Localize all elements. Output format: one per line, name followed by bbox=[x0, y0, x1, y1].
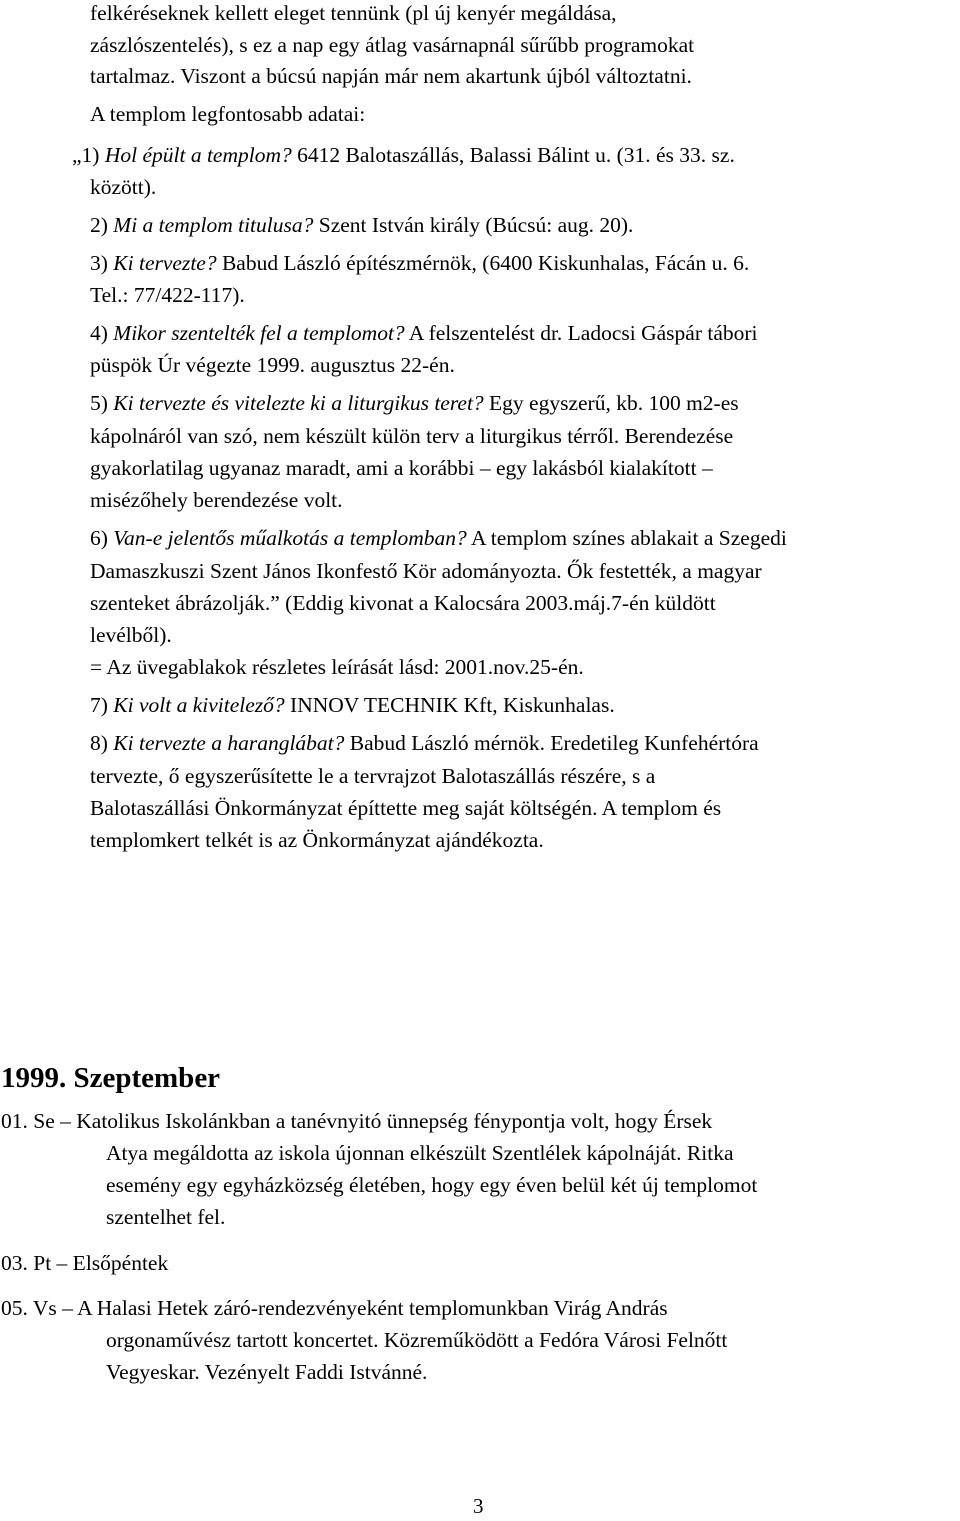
item-answer: Egy egyszerű, kb. 100 m2-es bbox=[483, 391, 739, 415]
page-number: 3 bbox=[473, 1494, 484, 1518]
item-number: 7) bbox=[90, 693, 108, 717]
item-number: 5) bbox=[90, 391, 108, 415]
list-item bbox=[90, 393, 739, 415]
item-number: 6) bbox=[90, 526, 108, 550]
text-line: Vegyeskar. Vezényelt Faddi Istvánné. bbox=[106, 1360, 428, 1384]
text-line: tartalmaz. Viszont a búcsú napján már nem akartunk újból változtatni. bbox=[90, 64, 692, 88]
diary-entry: 05. Vs – A Halasi Hetek záró-rendezvényeként templomunkban Virág András bbox=[1, 1296, 668, 1320]
text-line: tervezte, ő egyszerűsítette le a tervrajzot Balotaszállás részére, s a bbox=[90, 764, 656, 788]
item-number: 2) bbox=[90, 213, 108, 237]
text-line: szenteket ábrázolják.” (Eddig kivonat a Kalocsára 2003.máj.7-én küldött bbox=[90, 591, 716, 615]
item-answer: Babud László építészmérnök, (6400 Kiskunhalas, Fácán u. 6. bbox=[216, 251, 750, 275]
item-number: 8) bbox=[90, 731, 108, 755]
item-number: 4) bbox=[90, 321, 108, 345]
text-line: püspök Úr végezte 1999. augusztus 22-én. bbox=[90, 353, 455, 377]
list-item bbox=[90, 528, 787, 550]
text-line: felkéréseknek kellett eleget tennünk (pl új kenyér megáldása, bbox=[90, 1, 617, 25]
list-item bbox=[90, 733, 759, 755]
list-item bbox=[90, 323, 758, 345]
item-question: Hol épült a templom? bbox=[104, 143, 292, 167]
item-number: 3) bbox=[90, 251, 108, 275]
text-line: Atya megáldotta az iskola újonnan elkészült Szentlélek kápolnáját. Ritka bbox=[106, 1141, 734, 1165]
text-line: Damaszkuszi Szent János Ikonfestő Kör adományozta. Ők festették, a magyar bbox=[90, 559, 762, 583]
list-item bbox=[90, 695, 615, 717]
item-question: Mikor szentelték fel a templomot? bbox=[113, 321, 405, 345]
item-question: Ki volt a kivitelező? bbox=[113, 693, 285, 717]
item-question: Ki tervezte és vitelezte ki a liturgikus teret? bbox=[113, 391, 484, 415]
item-answer: A felszentelést dr. Ladocsi Gáspár tábori bbox=[404, 321, 758, 345]
text-line: levélből). bbox=[90, 623, 172, 647]
text-line: szentelhet fel. bbox=[106, 1205, 226, 1229]
item-answer: 6412 Balotaszállás, Balassi Bálint u. (31. és 33. sz. bbox=[291, 143, 735, 167]
text-line: között). bbox=[90, 175, 157, 199]
item-question: Van-e jelentős műalkotás a templomban? bbox=[113, 526, 467, 550]
item-question: Ki tervezte a haranglábat? bbox=[113, 731, 345, 755]
list-item bbox=[72, 145, 735, 167]
text-line: = Az üvegablakok részletes leírását lásd: 2001.nov.25-én. bbox=[90, 655, 584, 679]
text-line: A templom legfontosabb adatai: bbox=[90, 102, 366, 126]
text-line: esemény egy egyházközség életében, hogy egy éven belül két új templomot bbox=[106, 1173, 758, 1197]
text-line: Balotaszállási Önkormányzat építtette meg saját költségén. A templom és bbox=[90, 796, 722, 820]
item-answer: Szent István király (Búcsú: aug. 20). bbox=[313, 213, 634, 237]
item-question: Ki tervezte? bbox=[113, 251, 217, 275]
item-answer: INNOV TECHNIK Kft, Kiskunhalas. bbox=[284, 693, 615, 717]
list-item bbox=[90, 253, 749, 275]
item-number: „1) bbox=[72, 143, 100, 167]
list-item bbox=[90, 215, 633, 237]
text-line: zászlószentelés), s ez a nap egy átlag vasárnapnál sűrűbb programokat bbox=[90, 33, 695, 57]
text-line: gyakorlatilag ugyanaz maradt, ami a korábbi – egy lakásból kialakított – bbox=[90, 456, 713, 480]
section-heading: 1999. Szeptember bbox=[1, 1062, 221, 1094]
item-answer: Babud László mérnök. Eredetileg Kunfehértóra bbox=[344, 731, 759, 755]
item-answer: A templom színes ablakait a Szegedi bbox=[466, 526, 787, 550]
text-line: misézőhely berendezése volt. bbox=[90, 488, 343, 512]
text-line: templomkert telkét is az Önkormányzat ajándékozta. bbox=[90, 828, 544, 852]
item-question: Mi a templom titulusa? bbox=[113, 213, 314, 237]
text-line: kápolnáról van szó, nem készült külön terv a liturgikus térről. Berendezése bbox=[90, 424, 734, 448]
diary-entry: 03. Pt – Elsőpéntek bbox=[1, 1251, 169, 1275]
text-line: Tel.: 77/422-117). bbox=[90, 283, 245, 307]
diary-entry: 01. Se – Katolikus Iskolánkban a tanévnyitó ünnepség fénypontja volt, hogy Érsek bbox=[1, 1109, 713, 1133]
text-line: orgonaművész tartott koncertet. Közreműködött a Fedóra Városi Felnőtt bbox=[106, 1328, 728, 1352]
